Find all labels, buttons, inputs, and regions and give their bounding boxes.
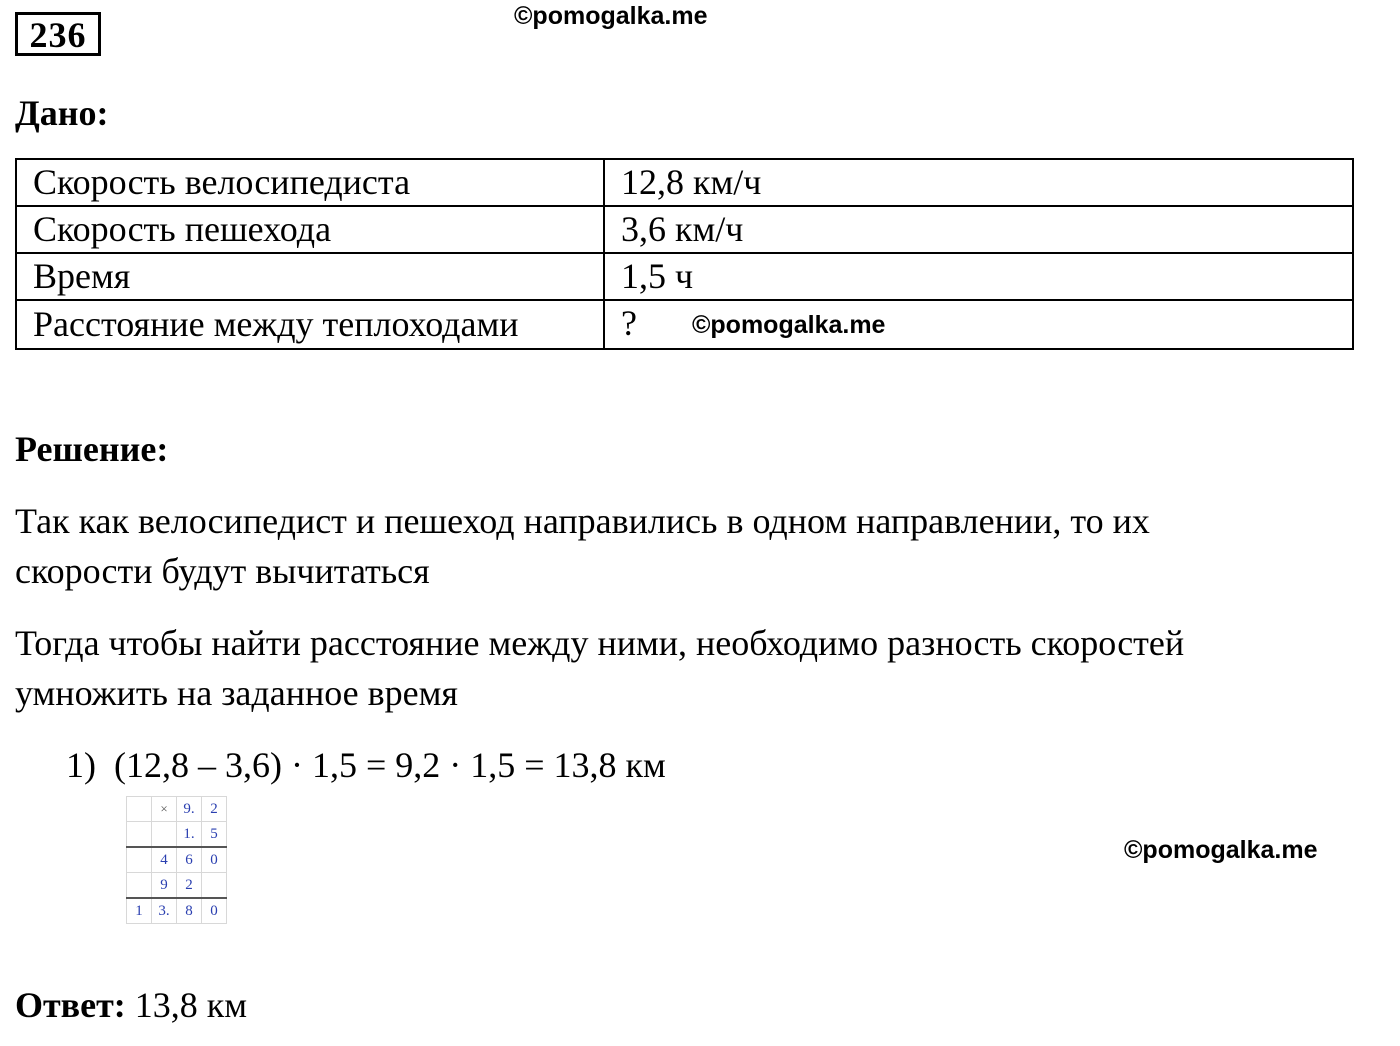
watermark-table: ©pomogalka.me [691, 311, 886, 339]
calc-row [127, 898, 227, 924]
paragraph-line: умножить на заданное время [15, 673, 458, 713]
multiply-sign: × [152, 797, 177, 822]
calc-row [127, 873, 227, 899]
calc-cell: 6 [177, 847, 202, 873]
watermark-right: ©pomogalka.me [1124, 836, 1318, 864]
calc-cell: 2 [177, 873, 202, 899]
table-row [16, 159, 1353, 206]
solution-heading: Решение: [15, 429, 169, 469]
calc-cell: 3. [152, 898, 177, 924]
calc-cell: 9. [177, 797, 202, 822]
given-heading: Дано: [15, 93, 109, 133]
solution-step-1: 1) (12,8 – 3,6) · 1,5 = 9,2 · 1,5 = 13,8 км [66, 745, 666, 785]
watermark-top: ©pomogalka.me [514, 2, 708, 30]
calc-cell [127, 822, 152, 848]
solution-paragraph-2 [15, 618, 1184, 718]
given-value: 1,5 ч [604, 253, 1353, 300]
given-label: Расстояние между теплоходами [16, 300, 604, 349]
calc-cell [202, 873, 227, 899]
calc-cell: 0 [202, 898, 227, 924]
paragraph-line: скорости будут вычитаться [15, 551, 430, 591]
calc-row [127, 797, 227, 822]
calc-cell [127, 797, 152, 822]
calc-cell: 5 [202, 822, 227, 848]
table-row [16, 300, 1353, 349]
given-value: 12,8 км/ч [604, 159, 1353, 206]
given-label: Скорость велосипедиста [16, 159, 604, 206]
calc-cell: 0 [202, 847, 227, 873]
calc-cell [152, 822, 177, 848]
calc-cell: 9 [152, 873, 177, 899]
calc-cell: 1 [127, 898, 152, 924]
answer-value: 13,8 км [134, 985, 248, 1025]
calc-cell [127, 873, 152, 899]
given-label: Время [16, 253, 604, 300]
answer-label: Ответ: [15, 985, 126, 1025]
unknown-mark: ? [621, 303, 637, 343]
table-row [16, 253, 1353, 300]
calc-row [127, 847, 227, 873]
given-table [15, 158, 1354, 350]
answer [15, 984, 247, 1026]
paragraph-line: Тогда чтобы найти расстояние между ними, необходимо разность скоростей [15, 623, 1185, 663]
solution-paragraph-1 [15, 496, 1150, 596]
given-value [604, 300, 1353, 349]
calc-cell [127, 847, 152, 873]
calc-cell: 8 [177, 898, 202, 924]
given-label: Скорость пешехода [16, 206, 604, 253]
problem-number: 236 [15, 12, 101, 56]
calc-cell: 4 [152, 847, 177, 873]
calc-cell: 1. [177, 822, 202, 848]
calc-row [127, 822, 227, 848]
column-multiplication [126, 796, 227, 924]
table-row [16, 206, 1353, 253]
paragraph-line: Так как велосипедист и пешеход направились в одном направлении, то их [15, 501, 1150, 541]
calc-cell: 2 [202, 797, 227, 822]
given-value: 3,6 км/ч [604, 206, 1353, 253]
